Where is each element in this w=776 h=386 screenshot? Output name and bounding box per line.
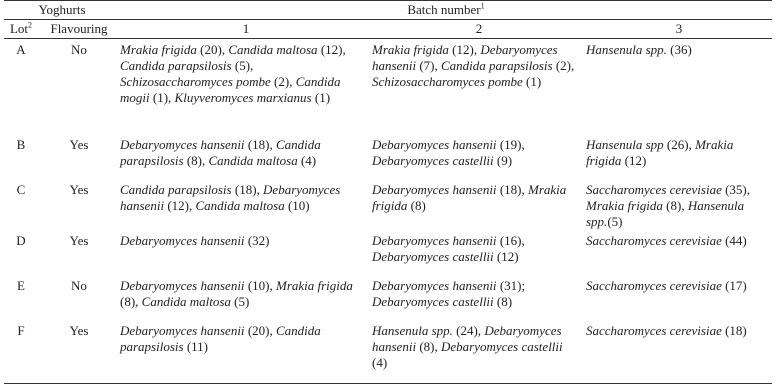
batch-2-cell xyxy=(372,179,586,230)
isolate-count: (5) xyxy=(607,214,623,229)
species-name: Candida parapsilosis xyxy=(120,323,321,354)
species-name: Debaryomyces hansenii xyxy=(120,137,245,152)
species-name: Kluyveromyces marxianus xyxy=(174,90,312,105)
batch-3-cell xyxy=(586,320,772,384)
species-name: Candida parapsilosis xyxy=(440,58,553,73)
batch-1-cell xyxy=(120,179,372,230)
species-name: Saccharomyces cerevisiae xyxy=(586,278,722,293)
species-name: Hansenula spp. xyxy=(586,198,745,229)
batch-2-cell xyxy=(372,230,586,275)
isolate-count: (19), xyxy=(496,137,525,152)
batch-2-cell xyxy=(372,275,586,320)
isolate-count: (2), xyxy=(270,74,296,89)
lot-header: Lot$^2$ xyxy=(4,20,38,39)
batch-2-cell xyxy=(372,320,586,384)
lot-cell: F xyxy=(4,320,38,384)
species-name: Candida maltosa xyxy=(141,294,231,309)
isolate-count: (11) xyxy=(183,339,209,354)
lot-cell: C xyxy=(16,182,26,197)
isolate-count: (18), xyxy=(496,182,528,197)
isolate-count: (12) xyxy=(493,249,519,264)
isolate-count: (36) xyxy=(666,42,692,57)
isolate-count: (8) xyxy=(493,294,513,309)
species-name: Hansenula spp. xyxy=(586,42,667,57)
flavouring-cell: No xyxy=(71,278,87,293)
species-name: Schizosaccharomyces pombe xyxy=(120,74,271,89)
isolate-count: (7), xyxy=(416,58,441,73)
species-name: Debaryomyces hansenii xyxy=(120,323,245,338)
flavouring-cell: Yes xyxy=(69,182,89,197)
isolate-count: (12), xyxy=(317,42,346,57)
flavouring-cell: Yes xyxy=(69,137,89,152)
isolate-count: (10) xyxy=(284,198,310,213)
batch-2-cell xyxy=(372,134,586,179)
isolate-count: (8), xyxy=(662,198,688,213)
isolate-count: (16), xyxy=(496,233,525,248)
species-name: Mrakia frigida xyxy=(586,137,734,168)
species-name: Debaryomyces castellii xyxy=(440,339,563,354)
batch-1-cell xyxy=(120,39,372,135)
header-row-groups xyxy=(4,1,772,20)
species-name: Debaryomyces hansenii xyxy=(372,182,497,197)
species-name: Debaryomyces hansenii xyxy=(372,323,562,354)
batch-2-cell xyxy=(372,39,586,135)
species-name: Debaryomyces hansenii xyxy=(120,278,245,293)
flavouring-cell: Yes xyxy=(69,233,89,248)
batch-3-cell xyxy=(586,134,772,179)
batch-3-cell xyxy=(586,39,772,135)
species-name: Debaryomyces hansenii xyxy=(372,233,497,248)
table-row xyxy=(4,179,772,230)
table-row xyxy=(4,134,772,179)
isolate-count: (4) xyxy=(297,153,317,168)
isolate-count: (8) xyxy=(407,198,426,213)
isolate-count: (31); xyxy=(496,278,526,293)
batch-2-header: 2 xyxy=(372,20,586,39)
lot-cell: E xyxy=(17,278,25,293)
table-row xyxy=(4,39,772,135)
batch-3-cell xyxy=(586,275,772,320)
isolate-count: (12), xyxy=(164,198,196,213)
isolate-count: (26), xyxy=(663,137,696,152)
species-name: Debaryomyces hansenii xyxy=(372,42,558,73)
batch-1-cell xyxy=(120,275,372,320)
isolate-count: (1) xyxy=(311,90,331,105)
species-name: Candida parapsilosis xyxy=(120,182,232,197)
isolate-count: (32) xyxy=(244,233,270,248)
table-body xyxy=(4,39,772,384)
table-row xyxy=(4,230,772,275)
isolate-count: (20), xyxy=(244,323,276,338)
isolate-count: (8), xyxy=(120,294,142,309)
species-name: Hansenula spp xyxy=(586,137,664,152)
isolate-count: (10), xyxy=(244,278,276,293)
lot-cell: A xyxy=(16,42,26,57)
batch-3-header: 3 xyxy=(586,20,772,39)
species-name: Candida maltosa xyxy=(195,198,285,213)
isolate-count: (17) xyxy=(721,278,747,293)
batch-1-cell xyxy=(120,320,372,384)
species-name: Candida parapsilosis xyxy=(120,137,321,168)
isolate-count: (2), xyxy=(552,58,575,73)
lot-cell: B xyxy=(16,137,26,152)
species-name: Debaryomyces castellii xyxy=(372,249,494,264)
flavouring-cell: No xyxy=(71,42,87,57)
isolate-count: (44) xyxy=(721,233,747,248)
species-name: Candida mogii xyxy=(120,74,341,105)
species-name: Schizosaccharomyces pombe xyxy=(372,74,523,89)
isolate-count: (18) xyxy=(721,323,747,338)
batch-1-cell xyxy=(120,134,372,179)
species-name: Saccharomyces cerevisiae xyxy=(586,233,722,248)
species-name: Debaryomyces hansenii xyxy=(120,182,341,213)
species-name: Saccharomyces cerevisiae xyxy=(586,182,722,197)
batch-3-cell xyxy=(586,179,772,230)
batch-3-cell xyxy=(586,230,772,275)
isolate-count: (12) xyxy=(621,153,647,168)
species-name: Mrakia frigida xyxy=(120,42,197,57)
species-name: Saccharomyces cerevisiae xyxy=(586,323,722,338)
species-name: Mrakia frigida xyxy=(372,42,449,57)
species-name: Debaryomyces hansenii xyxy=(372,278,497,293)
isolate-count: (5), xyxy=(231,58,254,73)
lot-cell: D xyxy=(16,233,26,248)
isolate-count: (1), xyxy=(149,90,175,105)
species-name: Candida maltosa xyxy=(208,153,298,168)
batch-1-header: 1 xyxy=(120,20,372,39)
species-name: Candida maltosa xyxy=(228,42,318,57)
isolate-count: (8), xyxy=(416,339,441,354)
isolate-count: (5) xyxy=(230,294,250,309)
isolate-count: (20), xyxy=(196,42,229,57)
species-name: Debaryomyces castellii xyxy=(372,153,494,168)
batch-number-header: Batch number$^1$ xyxy=(120,1,772,20)
flavouring-cell: Yes xyxy=(38,320,120,384)
species-name: Mrakia frigida xyxy=(586,198,663,213)
isolate-count: (1) xyxy=(522,74,542,89)
batch-1-cell xyxy=(120,230,372,275)
isolate-count: (35), xyxy=(721,182,751,197)
isolate-count: (4) xyxy=(372,355,388,370)
species-name: Debaryomyces hansenii xyxy=(120,233,245,248)
species-name: Debaryomyces hansenii xyxy=(372,137,497,152)
species-name: Hansenula spp. xyxy=(372,323,453,338)
isolate-count: (9) xyxy=(493,153,513,168)
isolate-count: (24), xyxy=(452,323,485,338)
isolate-count: (12), xyxy=(448,42,481,57)
species-name: Mrakia frigida xyxy=(275,278,353,293)
yeast-table xyxy=(4,0,772,384)
flavouring-header: Flavouring xyxy=(38,20,120,39)
yoghurts-header: Yoghurts xyxy=(4,1,120,20)
species-name: Candida parapsilosis xyxy=(120,58,232,73)
table-row xyxy=(4,320,772,384)
species-name: Mrakia frigida xyxy=(372,182,567,213)
header-row-columns xyxy=(4,20,772,39)
isolate-count: (8), xyxy=(183,153,209,168)
table-row xyxy=(4,275,772,320)
isolate-count: (18), xyxy=(244,137,276,152)
isolate-count: (18), xyxy=(231,182,264,197)
species-name: Debaryomyces castellii xyxy=(372,294,494,309)
